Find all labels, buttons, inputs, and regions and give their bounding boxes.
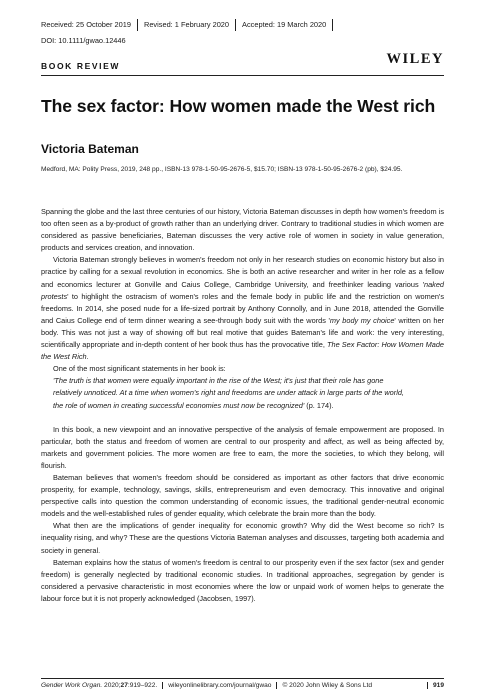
book-title-italic: The Sex Factor: How Women Made the West Rich (41, 340, 444, 362)
my-body-phrase: my body my choice (329, 315, 395, 325)
paragraph-7: Bateman explains how the status of women's freedom is central to our prosperity even if the sex factor (sex and gender freedom) is generally neglected by traditional economic studies. In traditional approaches, segregation by gender is considered a pervasive characteristic in most economies where the low or unpaid work of women helps to generate the labour force but it is not properly acknowledged (Jacobsen, 1997). (41, 557, 444, 603)
paragraph-5: Bateman believes that women's freedom should be considered as important as other factors that drive economic prosperity, for example, technology, savings, skills, entrepreneurism and even democracy. This innovative and original perspective calls into question the common understanding of economic issues, the traditional gender-neutral economic models and the well-established rules of gender equality, which celebrate the brain more than the body. (41, 472, 444, 519)
accepted-date: Accepted: 19 March 2020 (235, 19, 333, 31)
paragraph-4: In this book, a new viewpoint and an innovative perspective of the analysis of female empowerment are proposed. In particular, both the status and freedom of women are central to our prosperity and affect, as well as being affected by, markets and government policies. The more women are free to earn, the more the societies, to which they belong, will flourish. (41, 424, 444, 470)
article-title: The sex factor: How women made the West rich (41, 96, 436, 116)
footer-divider (41, 678, 444, 679)
page-number: 919 (427, 682, 444, 689)
naked-protests-phrase: naked protests (41, 279, 444, 301)
paragraph-2: Victoria Bateman strongly believes in women's freedom not only in her research studies on economic history but also in practice by calling for a sexual revolution in economics. She is both an active researcher and writer in her role as a fellow and economics lecturer at Gonville and Caius College, Cambridge University, and freethinker leading various 'naked protests' to highlight the ostracism of women's roles and the female body in public life and the restriction on women's freedoms. In 2014, she posed nude for a life-sized portrait by Anthony Connolly, and in June 2018, attended the Gonville and Caius College end of term dinner wearing a see-through body suit with the words 'my body my choice' written on her body. This was not just a way of showing off but real motive that guides Bateman's life and work: the very interesting, scientifically appropriate and in-depth content of her book thus has the provocative title, The Sex Factor: How Women Made the West Rich. (41, 255, 445, 362)
paragraph-6: What then are the implications of gender inequality for economic growth? Why did the West become so rich? Is inequality rising, and why? These are the questions Victoria Bateman analyses and discusses, targeting both academia and society in general. (41, 521, 444, 555)
book-author: Victoria Bateman (41, 142, 139, 156)
section-divider (41, 75, 444, 76)
quote-citation: (p. 174). (304, 400, 334, 410)
doi-link[interactable]: DOI: 10.1111/gwao.12446 (41, 36, 126, 45)
section-label: BOOK REVIEW (41, 61, 120, 71)
copyright-notice: © 2020 John Wiley & Sons Ltd (276, 682, 377, 689)
article-dates (41, 18, 333, 32)
paragraph-1: Spanning the globe and the last three centuries of our history, Victoria Bateman discusses in depth how women's freedom is too often seen as a by-product of growth rather than an underlying driver. Contrary to traditional studies in which women are considered as passive beneficiaries, Bateman discusses the very active role of women in society in value generation, products and services creation, and innovation. (41, 207, 444, 253)
block-quote: 'The truth is that women were equally important in the rise of the West; it's just that their role has gone relatively unnoticed. At a time when women's right and freedoms are under attack in large parts of the world, the role of women in creating successful economies must now be recognized' (p. 174). (53, 376, 404, 410)
bibliographic-details: Medford, MA: Polity Press, 2019, 248 pp., ISBN-13 978-1-50-95-2676-5, $15.70; ISBN-13 978-1-50-95-2676-2 (pb), $24.95. (41, 166, 403, 173)
revised-date: Revised: 1 February 2020 (137, 19, 235, 31)
article-body (41, 206, 444, 605)
publisher-logo: WILEY (386, 51, 444, 67)
page-footer (41, 682, 444, 689)
paragraph-3: One of the most significant statements in her book is: (53, 364, 226, 374)
received-date: Received: 25 October 2019 (41, 20, 131, 29)
journal-url-link[interactable]: wileyonlinelibrary.com/journal/gwao (162, 682, 276, 689)
journal-citation: Gender Work Organ. 2020;27:919–922. (41, 682, 158, 689)
